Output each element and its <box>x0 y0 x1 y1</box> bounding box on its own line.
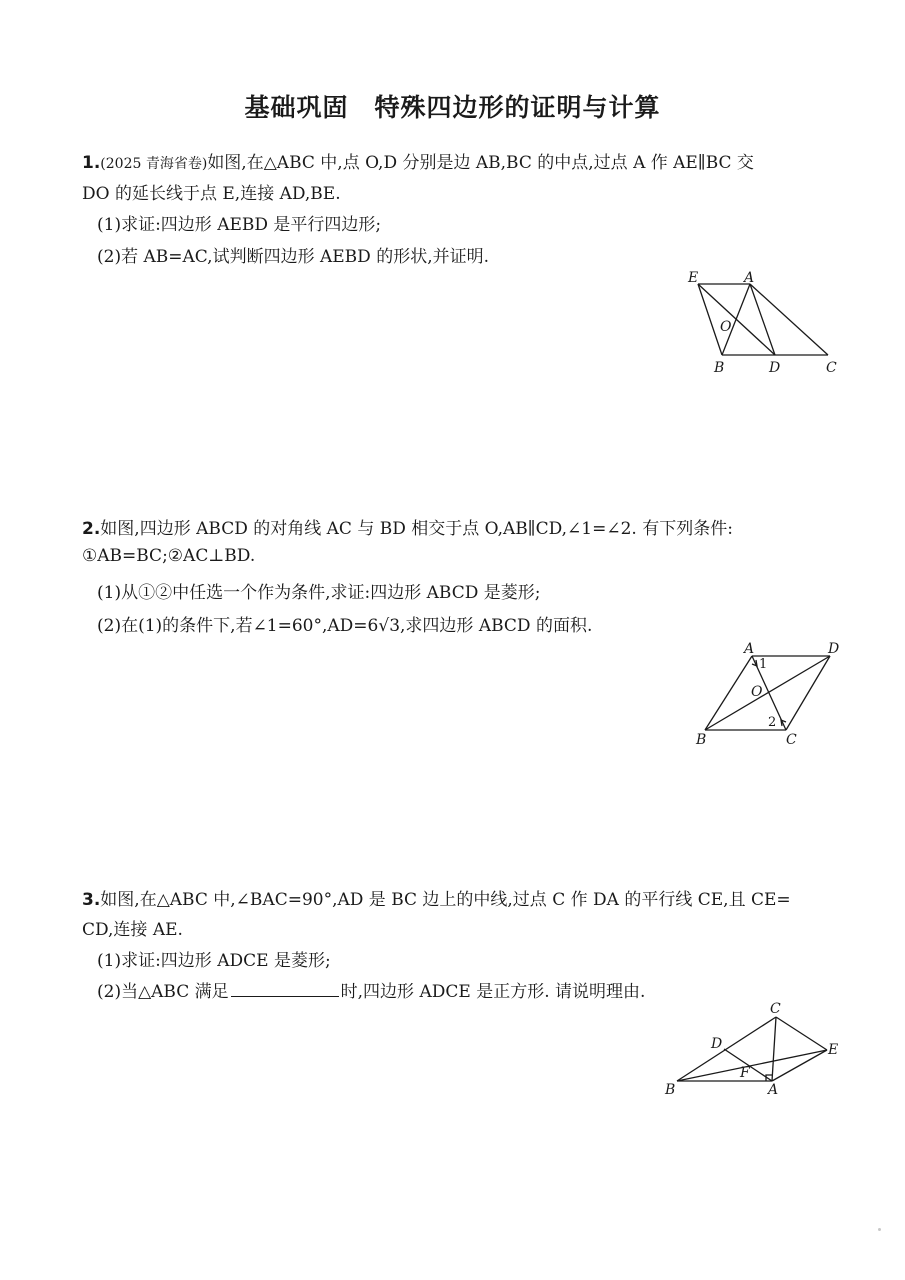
figure-3 <box>660 996 850 1106</box>
problem-1-part-2: (2)若 AB=AC,试判断四边形 AEBD 的形状,并证明. <box>97 247 490 267</box>
segment-dc <box>786 656 830 730</box>
problem-1-part-1: (1)求证:四边形 AEBD 是平行四边形; <box>97 215 382 235</box>
problem-3-part-1: (1)求证:四边形 ADCE 是菱形; <box>97 951 331 971</box>
problem-text: 如图,在△ABC 中,∠BAC=90°,AD 是 BC 边上的中线,过点 C 作 DA 的平行线 CE,且 CE= <box>100 890 791 910</box>
label-d: D <box>711 1036 723 1052</box>
label-c: C <box>826 360 837 376</box>
title-right: 特殊四边形的证明与计算 <box>374 93 661 122</box>
problem-3-line-2: CD,连接 AE. <box>82 920 183 940</box>
part-2-text-before: (2)当△ABC 满足 <box>97 982 229 1002</box>
figure-2 <box>690 636 860 751</box>
label-c: C <box>786 732 797 748</box>
label-d: D <box>828 641 840 657</box>
label-o: O <box>720 319 732 335</box>
label-a: A <box>744 641 755 657</box>
problem-number: 3. <box>82 890 101 910</box>
problem-3-part-2 <box>97 977 645 1002</box>
title-left: 基础巩固 <box>244 93 349 122</box>
problem-source: (2025 青海省卷) <box>100 156 208 172</box>
segment-ac <box>750 284 828 355</box>
problem-text: 如图,四边形 ABCD 的对角线 AC 与 BD 相交于点 O,AB∥CD,∠1=∠2. 有下列条件: <box>100 519 733 539</box>
problem-2-part-1: (1)从①②中任选一个作为条件,求证:四边形 ABCD 是菱形; <box>97 583 541 603</box>
problem-2-part-2: (2)在(1)的条件下,若∠1=60°,AD=6√3,求四边形 ABCD 的面积. <box>97 616 593 636</box>
segment-be <box>677 1050 827 1081</box>
label-o: O <box>751 684 763 700</box>
segment-ce <box>776 1017 827 1050</box>
answer-blank[interactable] <box>231 982 339 997</box>
problem-2-line-2: ①AB=BC;②AC⊥BD. <box>82 546 256 566</box>
problem-1-line-2: DO 的延长线于点 E,连接 AD,BE. <box>82 184 341 204</box>
problem-number: 1. <box>82 153 101 173</box>
label-angle-1: 1 <box>759 657 768 672</box>
label-a: A <box>768 1082 779 1098</box>
problem-text: 如图,在△ABC 中,点 O,D 分别是边 AB,BC 的中点,过点 A 作 AE∥BC 交 <box>207 153 754 173</box>
problem-2-line-1 <box>82 514 733 539</box>
label-b: B <box>696 732 707 748</box>
part-2-text-after: 时,四边形 ADCE 是正方形. 请说明理由. <box>340 982 646 1002</box>
segment-ca <box>772 1017 776 1081</box>
page-mark <box>878 1228 881 1231</box>
segment-ae <box>772 1050 827 1081</box>
problem-number: 2. <box>82 519 101 539</box>
label-angle-2: 2 <box>768 715 777 730</box>
label-e: E <box>688 270 699 286</box>
figure-1 <box>670 262 850 382</box>
label-b: B <box>665 1082 676 1098</box>
page-title <box>0 88 905 124</box>
problem-3-line-1 <box>82 885 791 910</box>
label-b: B <box>714 360 725 376</box>
label-e: E <box>828 1042 839 1058</box>
label-d: D <box>769 360 781 376</box>
problem-1-line-1 <box>82 148 754 173</box>
label-a: A <box>744 270 755 286</box>
label-c: C <box>770 1001 781 1017</box>
label-f: F <box>740 1065 750 1081</box>
segment-ab <box>705 656 752 730</box>
